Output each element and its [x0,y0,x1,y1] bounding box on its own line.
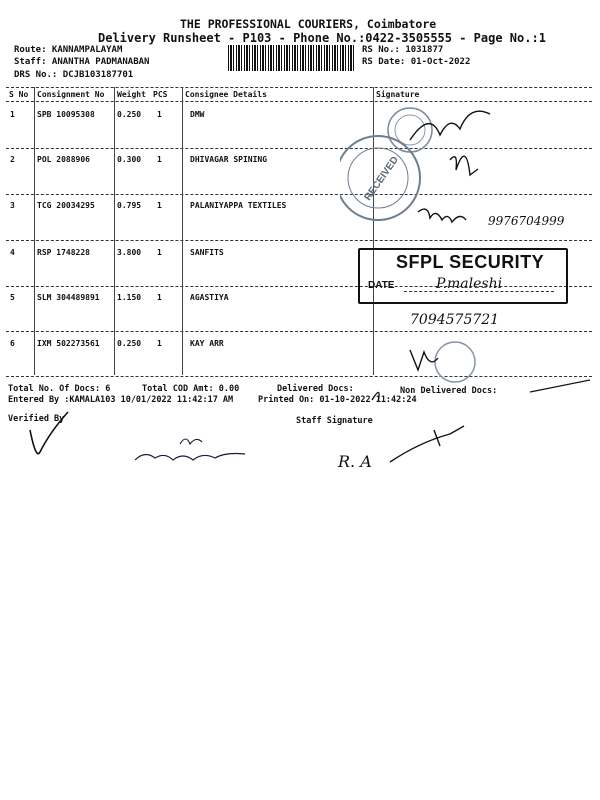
row-consignment: SLM 304489891 [37,293,100,302]
staff-signature-label: Staff Signature [296,416,373,426]
ra-signature-stroke-icon [390,426,464,462]
rs-date: RS Date: 01-Oct-2022 [362,57,471,67]
barcode [228,45,356,71]
row-consignment: TCG 20034295 [37,201,95,210]
row-sno: 1 [10,110,15,119]
row-pcs: 1 [157,248,162,257]
handwritten-name: P.maleshi [436,276,503,292]
row-weight: 0.300 [117,155,142,164]
row-pcs: 1 [157,339,162,348]
row-weight: 1.150 [117,293,142,302]
row-pcs: 1 [157,110,162,119]
col-header-consignment: Consignment No [37,90,105,99]
sfpl-security-title: SFPL SECURITY [396,252,545,272]
row-consignment: IXM 502273561 [37,339,100,348]
handwritten-initials: R. A [338,452,372,471]
signature-stroke-icon [530,380,590,392]
route-text: Route: KANNAMPALAYAM [14,45,123,55]
signature-mark-icon [418,209,466,222]
footer-signatures [0,370,600,480]
col-header-weight: Weight [117,90,146,99]
row-pcs: 1 [157,293,162,302]
received-stamp-text: RECEIVED [362,154,401,203]
signature-mark-icon [372,392,379,402]
row-consignee: AGASTIYA [190,293,229,302]
row-consignment: RSP 1748228 [37,248,90,257]
total-docs: Total No. Of Docs: 6 [8,384,111,394]
row-pcs: 1 [157,155,162,164]
row-sno: 5 [10,293,15,302]
table-top-rule [6,87,592,88]
company-title: THE PROFESSIONAL COURIERS, Coimbatore [180,17,437,31]
non-delivered-docs: Non Delivered Docs: [400,386,498,396]
entered-by: Entered By :KAMALA103 10/01/2022 11:42:17 AM [8,395,234,405]
col-header-consignee: Consignee Details [185,90,267,99]
handwritten-phone-1: 9976704999 [488,214,565,228]
staff-text: Staff: ANANTHA PADMANABAN [14,57,150,67]
delivered-docs: Delivered Docs: [277,384,354,394]
column-divider [182,87,183,375]
col-header-sno: S No [9,90,29,99]
row-sno: 4 [10,248,15,257]
col-header-pcs: PCS [153,90,168,99]
rs-number: RS No.: 1031877 [362,45,444,55]
printed-on: Printed On: 01-10-2022 11:42:24 [258,395,417,405]
signature-mark-icon [410,111,490,140]
column-divider [114,87,115,375]
row-consignee: PALANIYAPPA TEXTILES [190,201,287,210]
row-consignment: SPB 10095308 [37,110,95,119]
row-consignee: KAY ARR [190,339,224,348]
row-weight: 3.800 [117,248,142,257]
row-weight: 0.250 [117,339,142,348]
column-divider [34,87,35,375]
row-consignee: SANFITS [190,248,224,257]
row-sno: 6 [10,339,15,348]
staff-signature-icon [180,439,202,444]
handwritten-phone-2: 7094575721 [410,312,500,328]
staff-signature-icon [135,454,245,461]
verifier-signature-icon [30,412,68,454]
runsheet-subtitle: Delivery Runsheet - P103 - Phone No.:0422-3505555 - Page No.:1 [98,31,546,45]
row-pcs: 1 [157,201,162,210]
sfpl-date-label: DATE [368,280,395,291]
verified-by-label: Verified By [8,414,65,424]
row-weight: 0.795 [117,201,142,210]
row-sno: 2 [10,155,15,164]
row-weight: 0.250 [117,110,142,119]
round-stamp-inner-icon [395,115,425,145]
signature-mark-icon [410,350,438,370]
row-consignee: DHIVAGAR SPINING [190,155,268,164]
signature-stamps [340,100,600,390]
stamp-date-line [404,291,554,292]
row-consignment: POL 2088906 [37,155,90,164]
total-cod: Total COD Amt: 0.00 [142,384,240,394]
drs-number: DRS No.: DCJB103187701 [14,70,134,80]
signature-mark-icon [450,156,478,175]
row-consignee: DMW [190,110,205,119]
col-header-signature: Signature [376,90,420,99]
row-sno: 3 [10,201,15,210]
